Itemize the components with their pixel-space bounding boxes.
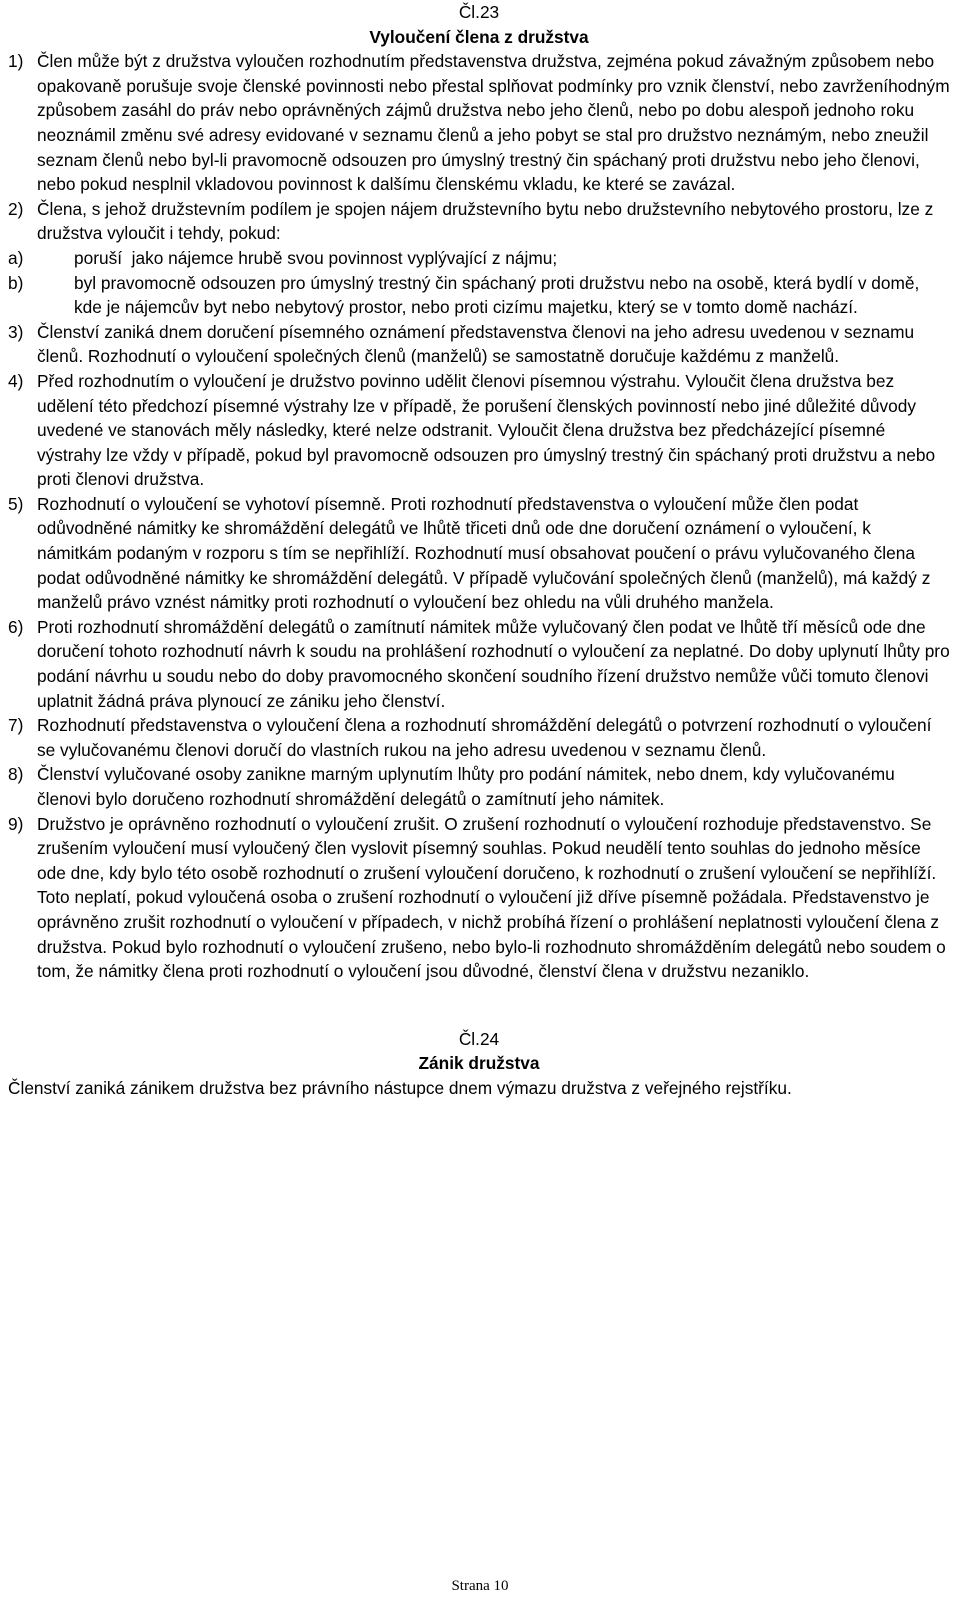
item-number: 7) bbox=[8, 715, 24, 736]
document-page bbox=[8, 0, 950, 1101]
article-24-text: Členství zaniká zánikem družstva bez právního nástupce dnem výmazu družstva z veřejného rejstříku. bbox=[8, 1077, 792, 1098]
item-number: 6) bbox=[8, 616, 24, 637]
item-number: 9) bbox=[8, 813, 24, 834]
list-item bbox=[8, 762, 950, 811]
article-23-items bbox=[8, 49, 950, 984]
article-24-number: Čl.24 bbox=[458, 1028, 500, 1049]
list-item bbox=[8, 369, 950, 492]
item-text: Člena, s jehož družstevním podílem je spojen nájem družstevního bytu nebo družstevního nebytového prostoru, lze z družstva vyloučit i tehdy, pokud: bbox=[37, 198, 934, 244]
item-number: 5) bbox=[8, 493, 24, 514]
list-item bbox=[8, 713, 950, 762]
list-item bbox=[8, 615, 950, 713]
section-spacer bbox=[8, 984, 950, 1027]
sub-item-label: b) bbox=[8, 272, 24, 293]
item-number: 1) bbox=[8, 51, 24, 72]
list-item bbox=[8, 492, 950, 615]
item-text: Členství vylučované osoby zanikne marným uplynutím lhůty pro podání námitek, nebo dnem, kdy vylučovanému členovi bylo doručeno rozhodnutí shromáždění delegátů o zamítnutí jeho námitek. bbox=[37, 764, 895, 809]
sub-item-text: byl pravomocně odsouzen pro úmyslný trestný čin spáchaný proti družstvu nebo na osobě, která bydlí v domě, kde je nájemcův byt nebo nebytový prostor, nebo proti cizímu majetku, který se v tomto domě nachází. bbox=[74, 272, 920, 318]
article-23-number: Čl.23 bbox=[458, 2, 500, 22]
item-text: Proti rozhodnutí shromáždění delegátů o zamítnutí námitek může vylučovaný člen podat ve lhůtě tří měsíců ode dne doručení tohoto rozhodnutí návrh k soudu na prohlášení rozhodnutí o vyloučení za neplatné. Do doby uplynutí lhůty pro podání návrhu u soudu nebo do doby pravomocného skončení soudního řízení družstvo nemůže vůči tomuto členovi uplatnit žádná práva plynoucí ze zániku jeho členství. bbox=[37, 616, 950, 711]
item-text: Rozhodnutí o vyloučení se vyhotoví písemně. Proti rozhodnutí představenstva o vyloučení může člen podat odůvodněné námitky ke shromáždění delegátů ve lhůtě třiceti dnů ode dne doručení oznámení o vyloučení, k námitkám podaným v rozporu s tím se nepřihlíží. Rozhodnutí musí obsahovat poučení o právu vylučovaného člena podat odůvodněné námitky ke shromáždění delegátů. V případě vylučování společných členů (manželů), má každý z manželů právo vznést námitky proti rozhodnutí o vyloučení bez ohledu na vůli druhého manžela. bbox=[37, 493, 931, 613]
item-number: 2) bbox=[8, 198, 24, 219]
item-text: Družstvo je oprávněno rozhodnutí o vyloučení zrušit. O zrušení rozhodnutí o vyloučení rozhoduje představenstvo. Se zrušením vyloučení musí vyloučený člen vyslovit písemný souhlas. Pokud neudělí tento souhlas do jednoho měsíce ode dne, kdy bylo této osobě rozhodnutí o zrušení vyloučení doručeno, k rozhodnutí o zrušení vyloučení se nepřihlíží. Toto neplatí, pokud vyloučená osoba o zrušení rozhodnutí o vyloučení již dříve písemně požádala. Představenstvo je oprávněno zrušit rozhodnutí o vyloučení v případech, v nichž probíhá řízení o prohlášení neplatnosti vyloučení člena z družstva. Pokud bylo rozhodnutí o vyloučení zrušeno, nebo bylo-li rozhodnuto shromážděním delegátů nebo soudem o tom, že námitky člena proti rozhodnutí o vyloučení jsou důvodné, členství člena v družstvu nezaniklo. bbox=[37, 813, 946, 982]
item-text: Člen může být z družstva vyloučen rozhodnutím představenstva družstva, zejména pokud závažným způsobem nebo opakovaně porušuje svoje členské povinnosti nebo přestal splňovat podmínky pro vznik členství, nebo zavrženíhodným způsobem zasáhl do práv nebo oprávněných zájmů družstva nebo jeho členů, nebo po dobu alespoň jednoho roku neoznámil změnu své adresy evidované v seznamu členů a jeho pobyt se stal pro družstvo neznámým, nebo zneužil seznam členů nebo byl-li pravomocně odsouzen pro úmyslný trestný čin spáchaný proti družstvu nebo jeho členovi, nebo pokud nesplnil vkladovou povinnost k dalšímu členskému vkladu, ke které se zavázal. bbox=[37, 51, 950, 195]
list-item bbox=[8, 320, 950, 369]
sub-item-text: poruší jako nájemce hrubě svou povinnost vyplývající z nájmu; bbox=[74, 247, 558, 268]
article-23-title: Vyloučení člena z družstva bbox=[369, 26, 589, 47]
item-number: 3) bbox=[8, 321, 24, 342]
item-text: Rozhodnutí představenstva o vyloučení člena a rozhodnutí shromáždění delegátů o potvrzení rozhodnutí o vyloučení se vylučovanému členovi doručí do vlastních rukou na jeho adresu uvedenou v seznamu členů. bbox=[37, 715, 932, 760]
list-item bbox=[8, 812, 950, 984]
article-24-title: Zánik družstva bbox=[418, 1053, 540, 1074]
sub-item bbox=[8, 246, 950, 271]
item-number: 4) bbox=[8, 370, 24, 391]
list-item bbox=[8, 197, 950, 320]
item-number: 8) bbox=[8, 764, 24, 785]
item-text: Před rozhodnutím o vyloučení je družstvo povinno udělit členovi písemnou výstrahu. Vyloučit člena družstva bez udělení této předchozí písemné výstrahy lze v případě, že porušení členských povinností nebo jiné důležité důvody uvedené ve stanovách měly následky, které nelze odstranit. Vyloučit člena družstva bez předcházející písemné výstrahy lze vždy v případě, pokud byl pravomocně odsouzen pro úmyslný trestný čin spáchaný proti družstvu a nebo proti členovi družstva. bbox=[37, 370, 936, 490]
list-item bbox=[8, 49, 950, 197]
item-body bbox=[8, 197, 950, 320]
page-number: Strana 10 bbox=[451, 1578, 509, 1594]
sub-item-label: a) bbox=[8, 247, 24, 268]
item-text: Členství zaniká dnem doručení písemného oznámení představenstva členovi na jeho adresu uvedenou v seznamu členů. Rozhodnutí o vyloučení společných členů (manželů) se samostatně doručuje každému z manželů. bbox=[37, 321, 915, 367]
sub-item bbox=[8, 271, 950, 320]
